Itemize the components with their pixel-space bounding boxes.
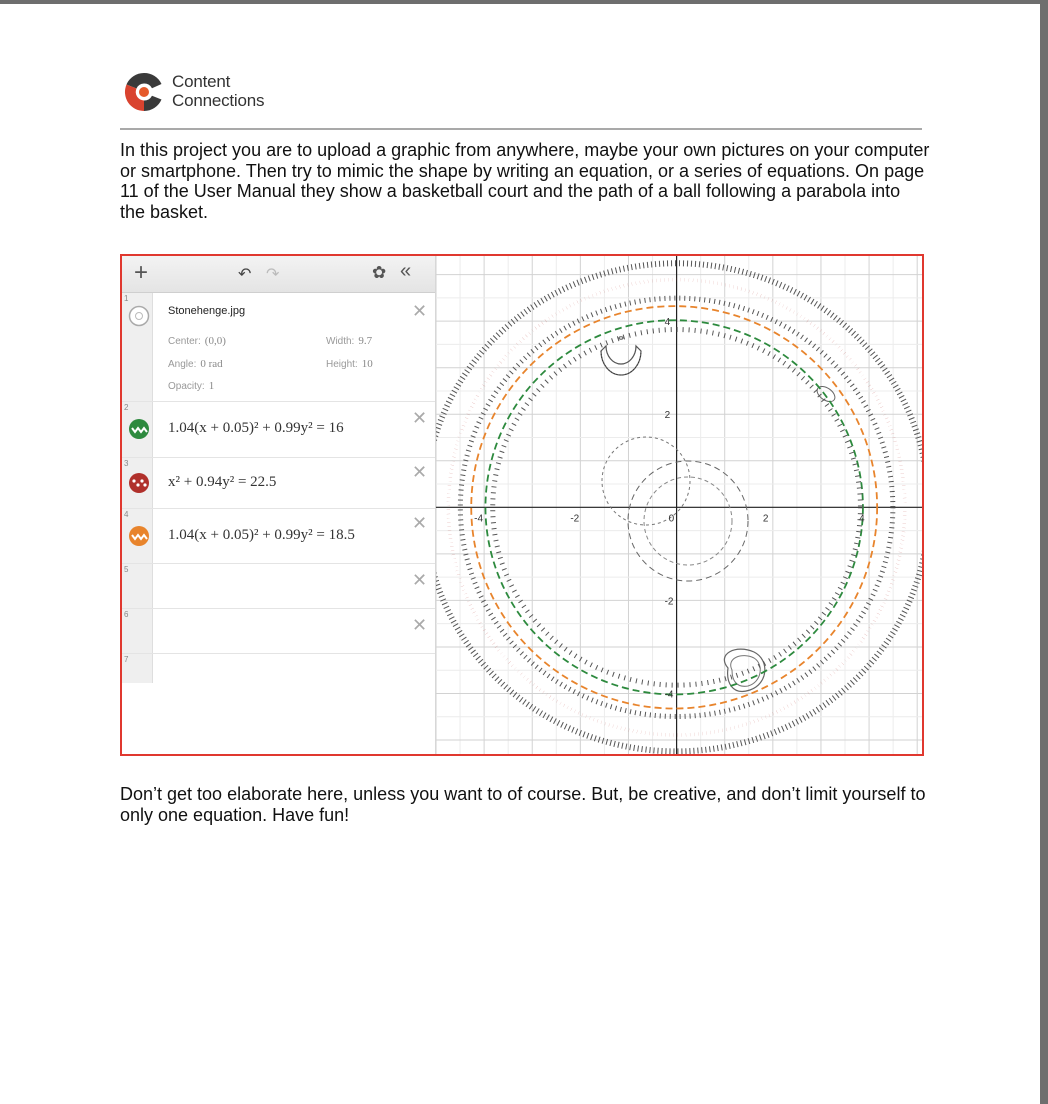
y-tick-label: -2 [664,596,674,608]
center-label: Center: [168,336,201,347]
expression-row[interactable] [122,509,435,564]
add-item-button[interactable]: + [134,259,149,286]
axis-labels [474,317,865,700]
width-label: Width: [326,336,355,347]
row-number: 2 [124,403,129,412]
empty-expression-row[interactable] [122,654,435,694]
width-value[interactable]: 9.7 [358,335,373,347]
logo-mark-icon [122,70,166,114]
green-dashed-style-icon[interactable] [128,418,150,440]
delete-item-icon[interactable]: ✕ [412,513,428,533]
image-item-row[interactable] [122,293,435,402]
row-number: 4 [124,510,129,519]
center-value[interactable]: (0,0) [204,335,226,347]
angle-value[interactable]: 0 rad [200,358,223,370]
collapse-panel-icon[interactable]: « [400,260,412,282]
row-number: 3 [124,459,129,468]
expression-row[interactable] [122,458,435,509]
y-tick-label: 2 [664,410,671,422]
opacity-value[interactable]: 1 [208,380,215,392]
y-tick-label: 4 [664,317,671,329]
undo-icon[interactable]: ↶ [238,266,252,283]
x-tick-label: 4 [859,513,865,525]
y-tick-label: -4 [664,689,674,701]
expression-latex[interactable]: 1.04(x + 0.05)² + 0.99y² = 18.5 [168,527,355,543]
row-number: 6 [124,610,129,619]
image-center-field[interactable] [168,335,226,347]
red-dotted-style-icon[interactable] [128,472,150,494]
expression-toolbar [122,256,435,293]
row-number: 1 [124,294,129,303]
calculator-screenshot [120,254,924,756]
angle-label: Angle: [168,359,197,370]
image-height-field[interactable] [326,358,373,370]
expression-latex[interactable]: x² + 0.94y² = 22.5 [168,474,277,490]
opacity-label: Opacity: [168,381,205,392]
empty-expression-row[interactable] [122,564,435,609]
image-angle-field[interactable] [168,358,223,370]
row-number: 7 [124,655,129,664]
image-visibility-icon[interactable] [128,305,150,327]
row-number: 5 [124,565,129,574]
orange-dashed-style-icon[interactable] [128,525,150,547]
height-label: Height: [326,359,358,370]
delete-item-icon[interactable]: ✕ [412,462,428,482]
delete-item-icon[interactable]: ✕ [412,615,428,635]
logo-line-1: Content [172,72,231,91]
delete-item-icon[interactable]: ✕ [412,408,428,428]
image-opacity-field[interactable] [168,380,214,392]
expression-row[interactable] [122,402,435,458]
empty-expression-row[interactable] [122,609,435,654]
stonehenge-image-overlay [601,337,838,692]
content-connections-logo [122,68,292,116]
settings-gear-icon[interactable]: ✿ [372,263,387,282]
x-tick-label: 0 [668,513,675,525]
x-tick-label: -4 [474,513,484,525]
document-page [0,4,1040,1104]
image-filename[interactable]: Stonehenge.jpg [168,305,246,317]
intro-paragraph: In this project you are to upload a graphic from anywhere, maybe your own pictures on your computer or smartphone. Then try to mimic the shape by writing an equation, or a series of equations. On page 11 of the User Manual they show a basketball court and the path of a ball following a parabola into the basket. [120,140,930,222]
delete-item-icon[interactable]: ✕ [412,301,428,321]
grid-lines [436,256,922,754]
header-divider [120,128,922,130]
image-width-field[interactable] [326,335,372,347]
height-value[interactable]: 10 [361,358,373,370]
expression-latex[interactable]: 1.04(x + 0.05)² + 0.99y² = 16 [168,420,344,436]
x-tick-label: 2 [762,513,769,525]
x-tick-label: -2 [570,513,580,525]
expression-panel [122,256,436,754]
delete-item-icon[interactable]: ✕ [412,570,428,590]
closing-paragraph: Don’t get too elaborate here, unless you want to of course. But, be creative, and don’t limit yourself to only one equation. Have fun! [120,784,926,825]
graph-canvas[interactable] [436,256,922,754]
logo-line-2: Connections [172,91,265,110]
redo-icon[interactable]: ↷ [266,266,280,283]
